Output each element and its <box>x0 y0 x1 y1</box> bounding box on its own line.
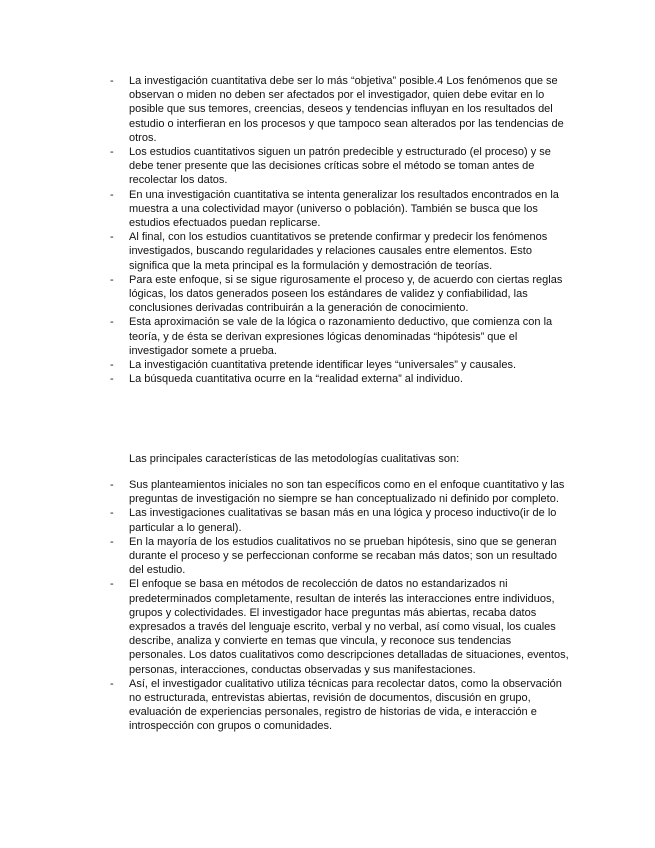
list-bullet: - <box>110 146 114 159</box>
list-item-text: En la mayoría de los estudios cualitativos no se prueban hipótesis, sino que se generan durante el proceso y se perfeccionan conforme se recaban más datos; son un resultado del estudio. <box>129 535 558 577</box>
list-item <box>110 372 570 386</box>
list-bullet: - <box>110 677 114 690</box>
list-item <box>110 74 570 145</box>
list-item-text: Sus planteamientos iniciales no son tan específicos como en el enfoque cuantitativo y las preguntas de investigación no siempre se han conceptualizado ni definido por completo. <box>129 479 565 506</box>
list-bullet: - <box>110 188 114 201</box>
list-item <box>110 145 570 188</box>
list-bullet: - <box>110 75 114 87</box>
list-item <box>110 188 570 231</box>
list-item <box>110 506 570 534</box>
list-item <box>110 535 570 578</box>
list-item-text: La búsqueda cuantitativa ocurre en la “realidad externa” al individuo. <box>129 373 463 386</box>
list-item <box>110 358 570 372</box>
list-item-text: La investigación cuantitativa debe ser lo más “objetiva” posible.4 Los fenómenos que se observan o miden no deben ser afectados por el investigador, quien debe evitar en lo posible que sus temores, creencias, deseos y tendencias influyan en los resultados del estudio o interfieran en los procesos y que tampoco sean alterados por las tendencias de otros. <box>129 75 564 144</box>
quantitative-characteristics-list <box>110 74 570 386</box>
list-bullet: - <box>110 231 114 244</box>
list-item <box>110 315 570 358</box>
qualitative-characteristics-list <box>110 478 570 734</box>
list-item-text: Las investigaciones cualitativas se basan más en una lógica y proceso inductivo(ir de lo particular a lo general). <box>129 507 557 534</box>
list-bullet: - <box>110 479 114 491</box>
list-bullet: - <box>110 359 114 372</box>
list-bullet: - <box>110 578 114 591</box>
list-item <box>110 677 570 734</box>
qualitative-intro-paragraph: Las principales características de las metodologías cualitativas son: <box>129 453 460 465</box>
list-item-text: Al final, con los estudios cuantitativos se pretende confirmar y predecir los fenómenos investigados, buscando regularidades y relaciones causales entre elementos. Esto significa que la meta principal es la formulación y demostración de teorías. <box>129 231 548 272</box>
list-bullet: - <box>110 373 114 386</box>
list-item-text: Esta aproximación se vale de la lógica o razonamiento deductivo, que comienza con la teoría, y de ésta se derivan expresiones lógicas denominadas “hipótesis” que el investigador somete a prueba. <box>129 316 553 357</box>
list-item-text: La investigación cuantitativa pretende identificar leyes “universales” y causales. <box>129 359 517 372</box>
list-item-text: Para este enfoque, si se sigue rigurosamente el proceso y, de acuerdo con ciertas reglas lógicas, los datos generados poseen los estándares de validez y confiabilidad, las conclusiones derivadas contribuirán a la generación de conocimiento. <box>129 273 563 315</box>
list-item <box>110 273 570 316</box>
list-item <box>110 577 570 676</box>
list-bullet: - <box>110 316 114 329</box>
list-item <box>110 230 570 273</box>
list-item-text: En una investigación cuantitativa se intenta generalizar los resultados encontrados en la muestra a una colectividad mayor (universo o población). También se busca que los estudios efectuados puedan replicarse. <box>129 188 559 230</box>
list-item-text: El enfoque se basa en métodos de recolección de datos no estandarizados ni predeterminados completamente, resultan de interés las interacciones entre individuos, grupos y colectividades. El investigador hace preguntas más abiertas, recaba datos expresados a través del lenguaje escrito, verbal y no verbal, así como visual, los cuales describe, analiza y convierte en temas que vincula, y reconoce sus tendencias personales. Los datos cualitativos como descripciones detalladas de situaciones, eventos, personas, interacciones, conductas observadas y sus manifestaciones. <box>129 578 569 676</box>
list-item <box>110 478 570 506</box>
list-item-text: Así, el investigador cualitativo utiliza técnicas para recolectar datos, como la observación no estructurada, entrevistas abiertas, revisión de documentos, discusión en grupo, evaluación de experiencias personales, registro de historias de vida, e interacción e introspección con grupos o comunidades. <box>129 677 562 733</box>
list-bullet: - <box>110 535 114 548</box>
list-bullet: - <box>110 273 114 286</box>
list-bullet: - <box>110 507 114 520</box>
list-item-text: Los estudios cuantitativos siguen un patrón predecible y estructurado (el proceso) y se debe tener presente que las decisiones críticas sobre el método se toman antes de recolectar los datos. <box>129 146 551 187</box>
